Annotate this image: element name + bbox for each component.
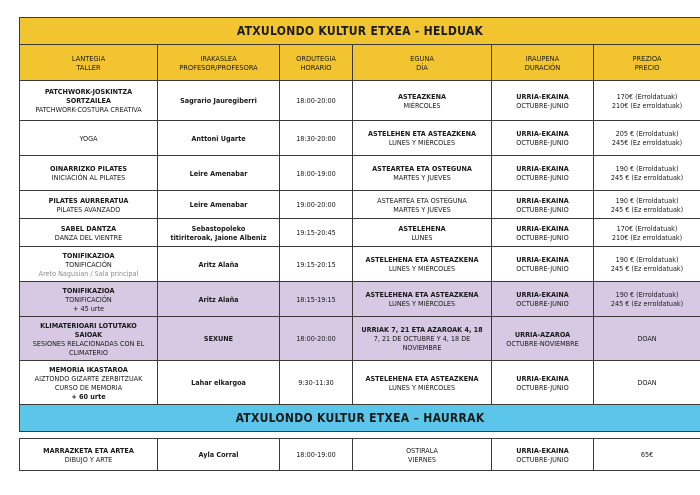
cell-duracion: URRIA-EKAINA OCTUBRE-JUNIO (492, 81, 594, 121)
cell-dia: ASTELEHENA LUNES (353, 219, 492, 247)
table-row (20, 156, 700, 191)
cell-profesor: SEXUNE (158, 317, 280, 361)
cell-horario: 18:30-20:00 (280, 121, 353, 156)
cell-duracion: URRIA-EKAINA OCTUBRE-JUNIO (492, 361, 594, 405)
cell-horario: 18:00-20:00 (280, 81, 353, 121)
kids-title-row (20, 405, 700, 432)
cell-precio: DOAN (594, 317, 700, 361)
cell-precio: 190 € (Erroldatuak) 245 € (Ez erroldatuak) (594, 156, 700, 191)
table-row (20, 81, 700, 121)
col-header-duracion: IRAUPENA DURACIÓN (492, 45, 594, 81)
cell-profesor: Lahar elkargoa (158, 361, 280, 405)
schedule-sheet (19, 17, 700, 471)
cell-taller: YOGA (20, 121, 158, 156)
header-row (20, 45, 700, 81)
cell-taller: KLIMATERIOARI LOTUTAKO SAIOAK SESIONES RELACIONADAS CON EL CLIMATERIO (20, 317, 158, 361)
cell-horario: 18:00-20:00 (280, 317, 353, 361)
schedule-table (19, 17, 700, 471)
spacer-row (20, 432, 700, 439)
table-row (20, 282, 700, 317)
col-header-profesor: IRAKASLEA PROFESOR/PROFESORA (158, 45, 280, 81)
cell-dia: URRIAK 7, 21 ETA AZAROAK 4, 18 7, 21 DE OCTUBRE Y 4, 18 DE NOVIEMBRE (353, 317, 492, 361)
cell-duracion: URRIA-AZAROA OCTUBRE-NOVIEMBRE (492, 317, 594, 361)
table-row (20, 247, 700, 282)
cell-horario: 18:00-19:00 (280, 439, 353, 471)
cell-taller: OINARRIZKO PILATES INICIACIÓN AL PILATES (20, 156, 158, 191)
cell-precio: 190 € (Erroldatuak) 245 € (Ez erroldatuak) (594, 282, 700, 317)
table-row (20, 439, 700, 471)
cell-precio: 205 € (Erroldatuak) 245€ (Ez erroldatuak) (594, 121, 700, 156)
cell-taller: PILATES AURRERATUA PILATES AVANZADO (20, 191, 158, 219)
table-row (20, 219, 700, 247)
cell-dia: ASTELEHEN ETA ASTEAZKENA LUNES Y MIÉRCOLES (353, 121, 492, 156)
table-row (20, 191, 700, 219)
cell-dia: ASTEARTEA ETA OSTEGUNA MARTES Y JUEVES (353, 191, 492, 219)
table-row (20, 317, 700, 361)
cell-horario: 19:15-20:15 (280, 247, 353, 282)
cell-taller: TONIFIKAZIOA TONIFICACIÓN Areto Nagusian / Sala principal (20, 247, 158, 282)
col-header-taller: LANTEGIA TALLER (20, 45, 158, 81)
cell-taller: PATCHWORK-JOSKINTZA SORTZAILEA PATCHWORK-COSTURA CREATIVA (20, 81, 158, 121)
table-row (20, 121, 700, 156)
cell-profesor: Ayla Corral (158, 439, 280, 471)
adults-title-row (20, 18, 700, 45)
cell-duracion: URRIA-EKAINA OCTUBRE-JUNIO (492, 121, 594, 156)
cell-taller: MEMORIA IKASTAROA AIZTONDO GIZARTE ZERBITZUAK CURSO DE MEMORIA + 60 urte (20, 361, 158, 405)
cell-duracion: URRIA-EKAINA OCTUBRE-JUNIO (492, 282, 594, 317)
kids-title: ATXULONDO KULTUR ETXEA – HAURRAK (20, 405, 700, 432)
cell-taller: TONIFIKAZIOA TONIFICACIÓN + 45 urte (20, 282, 158, 317)
cell-profesor: Leire Amenabar (158, 191, 280, 219)
cell-dia: OSTIRALA VIERNES (353, 439, 492, 471)
cell-horario: 9:30-11:30 (280, 361, 353, 405)
cell-profesor: Aritz Alaña (158, 282, 280, 317)
cell-precio: 190 € (Erroldatuak) 245 € (Ez erroldatuak) (594, 191, 700, 219)
cell-duracion: URRIA-EKAINA OCTUBRE-JUNIO (492, 219, 594, 247)
cell-horario: 19:00-20:00 (280, 191, 353, 219)
cell-profesor: Leire Amenabar (158, 156, 280, 191)
cell-profesor: Sagrario Jauregiberri (158, 81, 280, 121)
cell-precio: 190 € (Erroldatuak) 245 € (Ez erroldatuak) (594, 247, 700, 282)
table-row (20, 361, 700, 405)
cell-taller: SABEL DANTZA DANZA DEL VIENTRE (20, 219, 158, 247)
cell-profesor: Aritz Alaña (158, 247, 280, 282)
cell-precio: 170€ (Erroldatuak) 210€ (Ez erroldatuak) (594, 81, 700, 121)
cell-horario: 18:15-19:15 (280, 282, 353, 317)
cell-duracion: URRIA-EKAINA OCTUBRE-JUNIO (492, 439, 594, 471)
cell-dia: ASTEAZKENA MIÉRCOLES (353, 81, 492, 121)
col-header-dia: EGUNA DÍA (353, 45, 492, 81)
cell-profesor: Sebastopoleko titiriteroak, Jaione Albeniz (158, 219, 280, 247)
col-header-precio: PREZIOA PRECIO (594, 45, 700, 81)
cell-precio: 65€ (594, 439, 700, 471)
cell-duracion: URRIA-EKAINA OCTUBRE-JUNIO (492, 247, 594, 282)
cell-duracion: URRIA-EKAINA OCTUBRE-JUNIO (492, 156, 594, 191)
cell-duracion: URRIA-EKAINA OCTUBRE-JUNIO (492, 191, 594, 219)
adults-title: ATXULONDO KULTUR ETXEA - HELDUAK (20, 18, 700, 45)
col-header-horario: ORDUTEGIA HORARIO (280, 45, 353, 81)
cell-precio: DOAN (594, 361, 700, 405)
cell-dia: ASTELEHENA ETA ASTEAZKENA LUNES Y MIÉRCOLES (353, 282, 492, 317)
cell-profesor: Anttoni Ugarte (158, 121, 280, 156)
cell-dia: ASTEARTEA ETA OSTEGUNA MARTES Y JUEVES (353, 156, 492, 191)
cell-taller: MARRAZKETA ETA ARTEA DIBUJO Y ARTE (20, 439, 158, 471)
cell-horario: 18:00-19:00 (280, 156, 353, 191)
cell-dia: ASTELEHENA ETA ASTEAZKENA LUNES Y MIÉRCOLES (353, 361, 492, 405)
cell-dia: ASTELEHENA ETA ASTEAZKENA LUNES Y MIÉRCOLES (353, 247, 492, 282)
cell-precio: 170€ (Erroldatuak) 210€ (Ez erroldatuak) (594, 219, 700, 247)
cell-horario: 19:15-20:45 (280, 219, 353, 247)
